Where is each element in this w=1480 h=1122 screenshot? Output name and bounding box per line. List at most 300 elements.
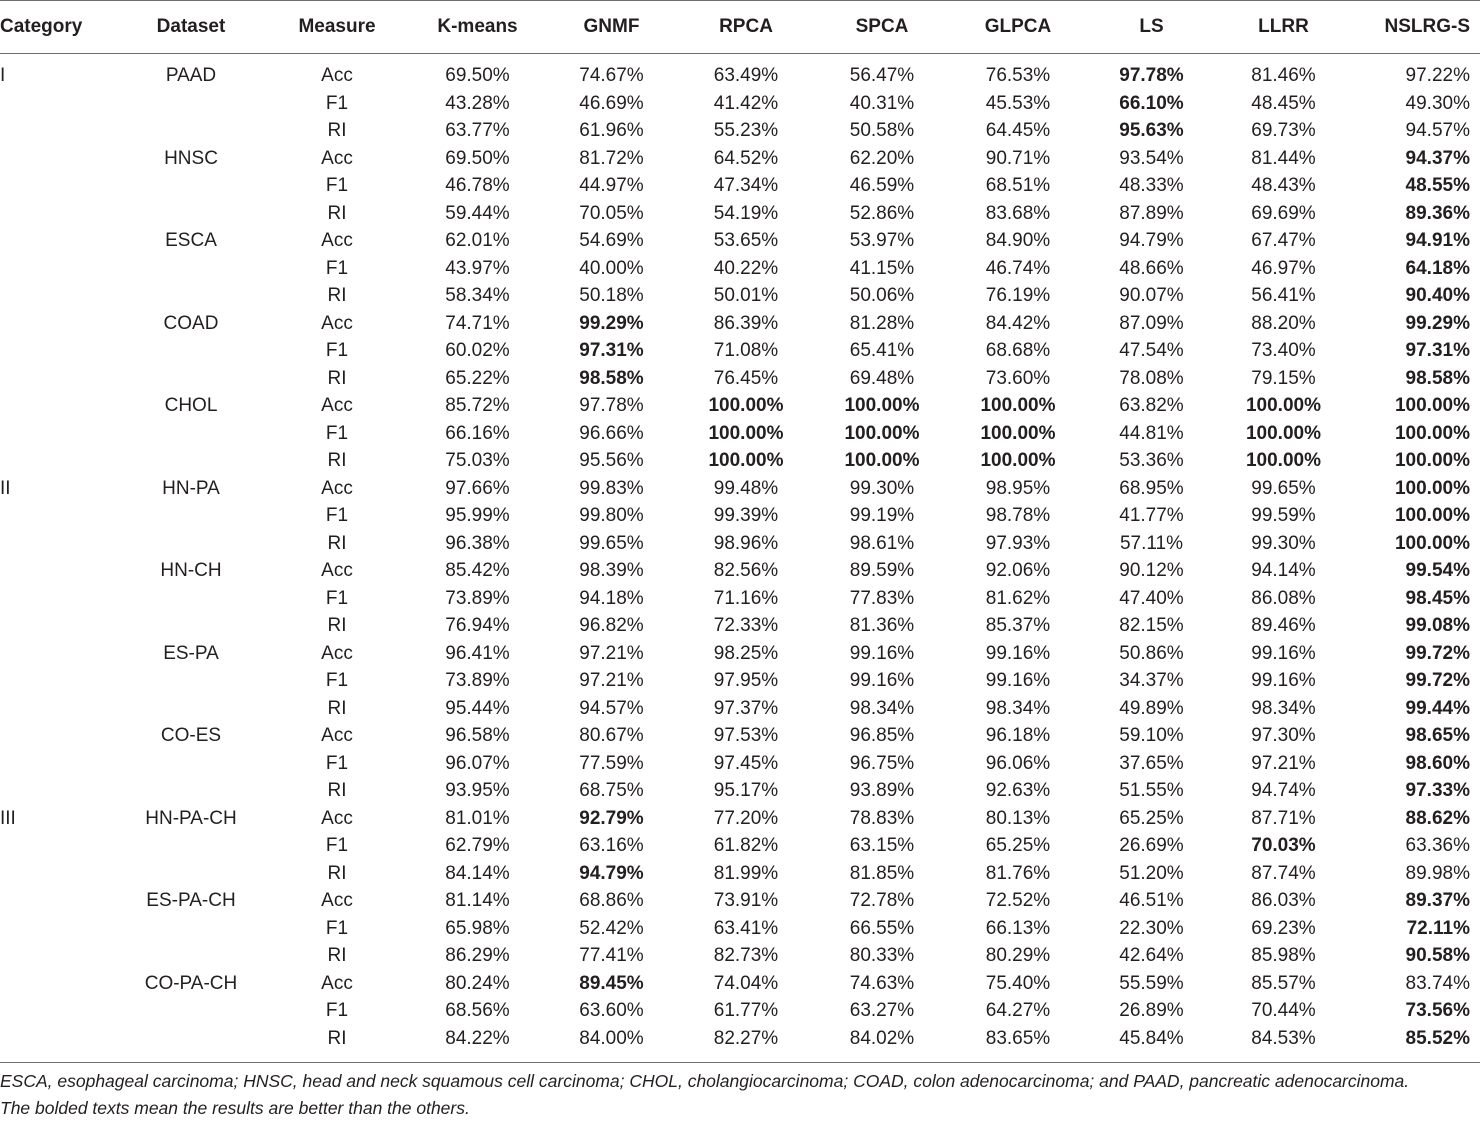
value-cell-gnmf: 68.86% [579,890,644,911]
dataset-cell [118,255,264,283]
value-cell-kmeans: 66.16% [445,422,510,444]
value-cell-ls: 47.54% [1119,340,1184,361]
value-cell-rpca: 63.41% [713,917,779,939]
value-cell-kmeans: 96.38% [445,532,510,554]
value-cell-llrr: 99.59% [1251,505,1316,526]
measure-cell: Acc [321,65,353,86]
value-cell-kmeans: 59.44% [445,202,510,224]
value-cell-spca: 96.75% [849,752,915,774]
measure-cell: F1 [325,1000,349,1021]
value-cell-llrr: 69.69% [1251,202,1316,224]
measure-cell: Acc [321,725,353,746]
value-cell-kmeans: 84.14% [445,862,510,884]
value-cell-rpca: 71.08% [713,340,779,361]
value-cell-ls: 90.12% [1119,560,1184,581]
value-cell-kmeans: 96.07% [445,752,510,774]
value-cell-spca: 81.85% [849,862,915,884]
measure-cell: RI [327,450,347,471]
table-row [0,337,1480,365]
value-cell-ls: 78.08% [1119,367,1184,389]
value-cell-spca: 53.97% [849,230,915,251]
value-cell-nslrg-s: 89.37% [1405,890,1470,911]
category-cell: III [0,807,16,829]
value-cell-spca: 41.15% [849,257,915,279]
table-row [0,530,1480,558]
category-cell [0,172,118,200]
table-row [0,860,1480,888]
value-cell-rpca: 82.56% [713,560,779,581]
value-cell-nslrg-s: 100.00% [1394,477,1470,499]
table-row [0,145,1480,173]
dataset-cell [118,1025,264,1063]
value-cell-gnmf: 99.29% [579,312,644,334]
dataset-cell [118,420,264,448]
value-cell-nslrg-s: 94.37% [1405,147,1470,169]
category-cell [0,1025,118,1063]
value-cell-nslrg-s: 89.98% [1405,862,1470,884]
measure-cell: RI [327,862,347,884]
value-cell-glpca: 46.74% [985,257,1051,279]
dataset-cell [118,502,264,530]
dataset-cell: HN-CH [160,560,222,581]
header-gnmf: GNMF [545,1,678,54]
value-cell-gnmf: 40.00% [579,257,644,279]
value-cell-gnmf: 61.96% [579,120,644,141]
value-cell-glpca: 81.62% [985,587,1051,609]
value-cell-glpca: 92.63% [985,780,1051,801]
measure-cell: RI [327,532,347,554]
measure-cell: Acc [321,807,353,829]
dataset-cell [118,585,264,613]
value-cell-glpca: 45.53% [985,92,1051,114]
value-cell-spca: 40.31% [849,92,915,114]
value-cell-kmeans: 46.78% [445,175,510,196]
category-cell [0,860,118,888]
value-cell-gnmf: 46.69% [579,92,644,114]
value-cell-glpca: 76.53% [985,65,1051,86]
value-cell-kmeans: 62.01% [445,230,510,251]
value-cell-gnmf: 99.83% [579,477,644,499]
value-cell-glpca: 66.13% [985,917,1051,939]
value-cell-nslrg-s: 89.36% [1405,202,1470,224]
category-cell [0,667,118,695]
value-cell-kmeans: 63.77% [445,120,510,141]
header-row [0,1,1480,54]
value-cell-ls: 44.81% [1119,422,1184,444]
value-cell-ls: 63.82% [1119,395,1184,416]
value-cell-llrr: 87.74% [1251,862,1316,884]
value-cell-spca: 78.83% [849,807,915,829]
value-cell-glpca: 83.68% [985,202,1051,224]
value-cell-nslrg-s: 100.00% [1394,422,1470,444]
value-cell-nslrg-s: 73.56% [1405,1000,1470,1021]
table-row [0,997,1480,1025]
value-cell-nslrg-s: 98.60% [1405,752,1470,774]
value-cell-ls: 41.77% [1119,505,1184,526]
dataset-cell [118,90,264,118]
value-cell-ls: 22.30% [1119,917,1184,939]
dataset-cell [118,942,264,970]
header-kmeans: K-means [410,1,545,54]
value-cell-nslrg-s: 97.31% [1405,340,1470,361]
value-cell-spca: 56.47% [849,65,915,86]
dataset-cell [118,667,264,695]
category-cell [0,612,118,640]
table-row [0,887,1480,915]
header-ls: LS [1086,1,1217,54]
value-cell-spca: 46.59% [849,175,915,196]
value-cell-kmeans: 73.89% [445,587,510,609]
value-cell-spca: 50.58% [849,120,915,141]
table-row [0,640,1480,668]
header-llrr: LLRR [1217,1,1350,54]
table-row [0,557,1480,585]
value-cell-llrr: 86.03% [1251,890,1316,911]
value-cell-llrr: 99.16% [1251,642,1316,664]
value-cell-glpca: 64.45% [985,120,1051,141]
category-cell [0,447,118,475]
value-cell-ls: 53.36% [1119,450,1184,471]
value-cell-ls: 87.89% [1119,202,1184,224]
value-cell-kmeans: 62.79% [445,835,510,856]
header-spca: SPCA [814,1,950,54]
value-cell-rpca: 82.73% [713,945,779,966]
value-cell-glpca: 85.37% [985,615,1051,636]
dataset-cell: CO-ES [160,725,222,746]
measure-cell: F1 [325,422,349,444]
value-cell-nslrg-s: 64.18% [1405,257,1470,279]
value-cell-gnmf: 77.59% [579,752,644,774]
value-cell-spca: 96.85% [849,725,915,746]
category-cell: II [0,477,11,499]
dataset-cell: COAD [163,312,219,334]
value-cell-gnmf: 81.72% [579,147,644,169]
table-row [0,722,1480,750]
value-cell-gnmf: 68.75% [579,780,644,801]
category-cell [0,117,118,145]
dataset-cell [118,612,264,640]
value-cell-gnmf: 99.65% [579,532,644,554]
value-cell-kmeans: 69.50% [445,65,510,86]
value-cell-kmeans: 76.94% [445,615,510,636]
value-cell-ls: 48.66% [1119,257,1184,279]
footnote-bold-meaning: The bolded texts mean the results are better than the others. [0,1098,470,1118]
value-cell-ls: 45.84% [1119,1027,1184,1049]
value-cell-rpca: 97.95% [713,670,779,691]
value-cell-glpca: 76.19% [985,285,1051,306]
value-cell-kmeans: 95.99% [445,505,510,526]
value-cell-rpca: 41.42% [713,92,779,114]
value-cell-glpca: 64.27% [985,1000,1051,1021]
value-cell-gnmf: 70.05% [579,202,644,224]
measure-cell: Acc [321,147,353,169]
value-cell-ls: 42.64% [1119,945,1184,966]
value-cell-rpca: 95.17% [713,780,779,801]
dataset-cell: CHOL [164,395,218,416]
value-cell-glpca: 97.93% [985,532,1051,554]
value-cell-glpca: 81.76% [985,862,1051,884]
value-cell-nslrg-s: 94.91% [1405,230,1470,251]
value-cell-glpca: 68.68% [985,340,1051,361]
value-cell-spca: 98.61% [849,532,915,554]
measure-cell: RI [327,367,347,389]
value-cell-llrr: 86.08% [1251,587,1316,609]
value-cell-glpca: 96.18% [985,725,1051,746]
value-cell-ls: 93.54% [1119,147,1184,169]
value-cell-rpca: 97.37% [713,697,779,719]
measure-cell: F1 [325,670,349,691]
value-cell-llrr: 94.74% [1251,780,1316,801]
measure-cell: RI [327,202,347,224]
value-cell-gnmf: 97.31% [579,340,644,361]
value-cell-kmeans: 95.44% [445,697,510,719]
table-row [0,172,1480,200]
value-cell-nslrg-s: 94.57% [1405,120,1470,141]
value-cell-llrr: 99.65% [1251,477,1316,499]
measure-cell: RI [327,945,347,966]
value-cell-glpca: 80.13% [985,807,1051,829]
value-cell-rpca: 71.16% [713,587,779,609]
value-cell-kmeans: 85.42% [445,560,510,581]
category-cell [0,145,118,173]
value-cell-ls: 46.51% [1119,890,1184,911]
measure-cell: RI [327,697,347,719]
value-cell-kmeans: 65.98% [445,917,510,939]
value-cell-kmeans: 65.22% [445,367,510,389]
header-measure: Measure [264,1,410,54]
value-cell-ls: 55.59% [1119,972,1184,994]
value-cell-gnmf: 94.18% [579,587,644,609]
value-cell-ls: 48.33% [1119,175,1184,196]
value-cell-kmeans: 96.58% [445,725,510,746]
header-category: Category [0,1,118,54]
dataset-cell [118,695,264,723]
category-cell [0,530,118,558]
measure-cell: F1 [325,505,349,526]
dataset-cell: HNSC [164,147,218,169]
measure-cell: RI [327,120,347,141]
value-cell-ls: 95.63% [1119,120,1184,141]
value-cell-gnmf: 44.97% [579,175,644,196]
value-cell-nslrg-s: 90.40% [1405,285,1470,306]
value-cell-llrr: 84.53% [1251,1027,1316,1049]
measure-cell: Acc [321,312,353,334]
category-cell [0,90,118,118]
value-cell-rpca: 72.33% [713,615,779,636]
value-cell-ls: 34.37% [1119,670,1184,691]
value-cell-rpca: 40.22% [713,257,779,279]
value-cell-spca: 100.00% [844,450,920,471]
footnote-abbreviations: ESCA, esophageal carcinoma; HNSC, head and neck squamous cell carcinoma; CHOL, cholangiocarcinoma; COAD, colon adenocarcinoma; and PAAD, pancreatic adenocarcinoma. [0,1071,1410,1091]
dataset-cell [118,117,264,145]
value-cell-llrr: 48.45% [1251,92,1316,114]
category-cell [0,392,118,420]
value-cell-llrr: 69.23% [1251,917,1316,939]
value-cell-gnmf: 94.57% [579,697,644,719]
value-cell-kmeans: 58.34% [445,285,510,306]
category-cell [0,502,118,530]
value-cell-ls: 26.89% [1119,1000,1184,1021]
measure-cell: F1 [325,175,349,196]
value-cell-llrr: 100.00% [1245,395,1321,416]
value-cell-gnmf: 89.45% [579,972,644,994]
value-cell-glpca: 65.25% [985,835,1051,856]
value-cell-kmeans: 43.97% [445,257,510,279]
value-cell-llrr: 99.30% [1251,532,1316,554]
dataset-cell [118,750,264,778]
value-cell-glpca: 100.00% [980,422,1056,444]
header-rpca: RPCA [678,1,814,54]
value-cell-rpca: 77.20% [713,807,779,829]
value-cell-nslrg-s: 100.00% [1394,450,1470,471]
dataset-cell: ES-PA [163,642,219,664]
value-cell-nslrg-s: 99.72% [1405,642,1470,664]
value-cell-spca: 99.19% [849,505,915,526]
dataset-cell: ESCA [165,230,217,251]
value-cell-nslrg-s: 98.45% [1405,587,1470,609]
value-cell-ls: 57.11% [1119,532,1184,554]
dataset-cell: PAAD [165,65,217,86]
measure-cell: Acc [321,230,353,251]
table-row [0,832,1480,860]
value-cell-nslrg-s: 48.55% [1405,175,1470,196]
value-cell-kmeans: 43.28% [445,92,510,114]
value-cell-llrr: 79.15% [1251,367,1316,389]
value-cell-nslrg-s: 97.22% [1405,65,1470,86]
category-cell [0,915,118,943]
table-row [0,282,1480,310]
value-cell-llrr: 81.46% [1251,65,1316,86]
value-cell-llrr: 85.57% [1251,972,1316,994]
value-cell-ls: 59.10% [1119,725,1184,746]
measure-cell: F1 [325,587,349,609]
value-cell-glpca: 90.71% [985,147,1051,169]
value-cell-nslrg-s: 98.58% [1405,367,1470,389]
value-cell-rpca: 54.19% [713,202,779,224]
value-cell-rpca: 100.00% [708,395,784,416]
value-cell-ls: 87.09% [1119,312,1184,334]
table-row [0,475,1480,503]
value-cell-rpca: 61.82% [713,835,779,856]
dataset-cell: CO-PA-CH [144,972,238,994]
value-cell-gnmf: 98.39% [579,560,644,581]
value-cell-kmeans: 96.41% [445,642,510,664]
table-row [0,54,1480,90]
value-cell-ls: 68.95% [1119,477,1184,499]
measure-cell: RI [327,1027,347,1049]
category-cell [0,695,118,723]
value-cell-nslrg-s: 90.58% [1405,945,1470,966]
value-cell-ls: 47.40% [1119,587,1184,609]
value-cell-ls: 51.20% [1119,862,1184,884]
value-cell-kmeans: 60.02% [445,340,510,361]
value-cell-llrr: 98.34% [1251,697,1316,719]
category-cell [0,282,118,310]
value-cell-spca: 63.15% [849,835,915,856]
table-row [0,805,1480,833]
value-cell-rpca: 61.77% [713,1000,779,1021]
value-cell-rpca: 81.99% [713,862,779,884]
measure-cell: F1 [325,92,349,114]
value-cell-nslrg-s: 88.62% [1405,807,1470,829]
value-cell-rpca: 74.04% [713,972,779,994]
value-cell-glpca: 99.16% [985,642,1051,664]
value-cell-llrr: 100.00% [1245,422,1321,444]
value-cell-kmeans: 80.24% [445,972,510,994]
table-row [0,365,1480,393]
value-cell-glpca: 100.00% [980,395,1056,416]
value-cell-ls: 26.69% [1119,835,1184,856]
value-cell-kmeans: 75.03% [445,450,510,471]
value-cell-glpca: 99.16% [985,670,1051,691]
measure-cell: RI [327,285,347,306]
measure-cell: Acc [321,395,353,416]
value-cell-gnmf: 96.66% [579,422,644,444]
value-cell-gnmf: 63.60% [579,1000,644,1021]
measure-cell: Acc [321,477,353,499]
value-cell-llrr: 97.30% [1251,725,1316,746]
value-cell-rpca: 99.48% [713,477,779,499]
value-cell-gnmf: 99.80% [579,505,644,526]
dataset-cell: HN-PA-CH [145,807,237,829]
value-cell-glpca: 98.78% [985,505,1051,526]
value-cell-gnmf: 77.41% [579,945,644,966]
table-footnotes [0,1068,1460,1122]
value-cell-gnmf: 80.67% [579,725,644,746]
dataset-cell [118,337,264,365]
value-cell-spca: 93.89% [849,780,915,801]
value-cell-nslrg-s: 99.44% [1405,697,1470,719]
value-cell-kmeans: 81.14% [445,890,510,911]
table-row [0,942,1480,970]
value-cell-ls: 94.79% [1119,230,1184,251]
value-cell-nslrg-s: 99.54% [1405,560,1470,581]
value-cell-spca: 80.33% [849,945,915,966]
value-cell-kmeans: 74.71% [445,312,510,334]
value-cell-gnmf: 50.18% [579,285,644,306]
value-cell-nslrg-s: 63.36% [1405,835,1470,856]
value-cell-nslrg-s: 99.08% [1405,615,1470,636]
dataset-cell [118,447,264,475]
value-cell-spca: 63.27% [849,1000,915,1021]
value-cell-spca: 74.63% [849,972,915,994]
category-cell [0,227,118,255]
category-cell [0,750,118,778]
dataset-cell [118,915,264,943]
value-cell-spca: 99.16% [849,670,915,691]
measure-cell: F1 [325,917,349,939]
table-body [0,54,1480,1063]
table-row [0,392,1480,420]
value-cell-rpca: 86.39% [713,312,779,334]
value-cell-llrr: 100.00% [1245,450,1321,471]
value-cell-ls: 97.78% [1119,65,1184,86]
value-cell-nslrg-s: 49.30% [1405,92,1470,114]
value-cell-llrr: 94.14% [1251,560,1316,581]
value-cell-glpca: 96.06% [985,752,1051,774]
value-cell-llrr: 69.73% [1251,120,1316,141]
value-cell-ls: 51.55% [1119,780,1184,801]
value-cell-nslrg-s: 85.52% [1405,1027,1470,1049]
category-cell [0,942,118,970]
value-cell-spca: 98.34% [849,697,915,719]
table-row [0,420,1480,448]
category-cell [0,365,118,393]
table-row [0,255,1480,283]
measure-cell: F1 [325,835,349,856]
value-cell-rpca: 53.65% [713,230,779,251]
dataset-cell [118,530,264,558]
